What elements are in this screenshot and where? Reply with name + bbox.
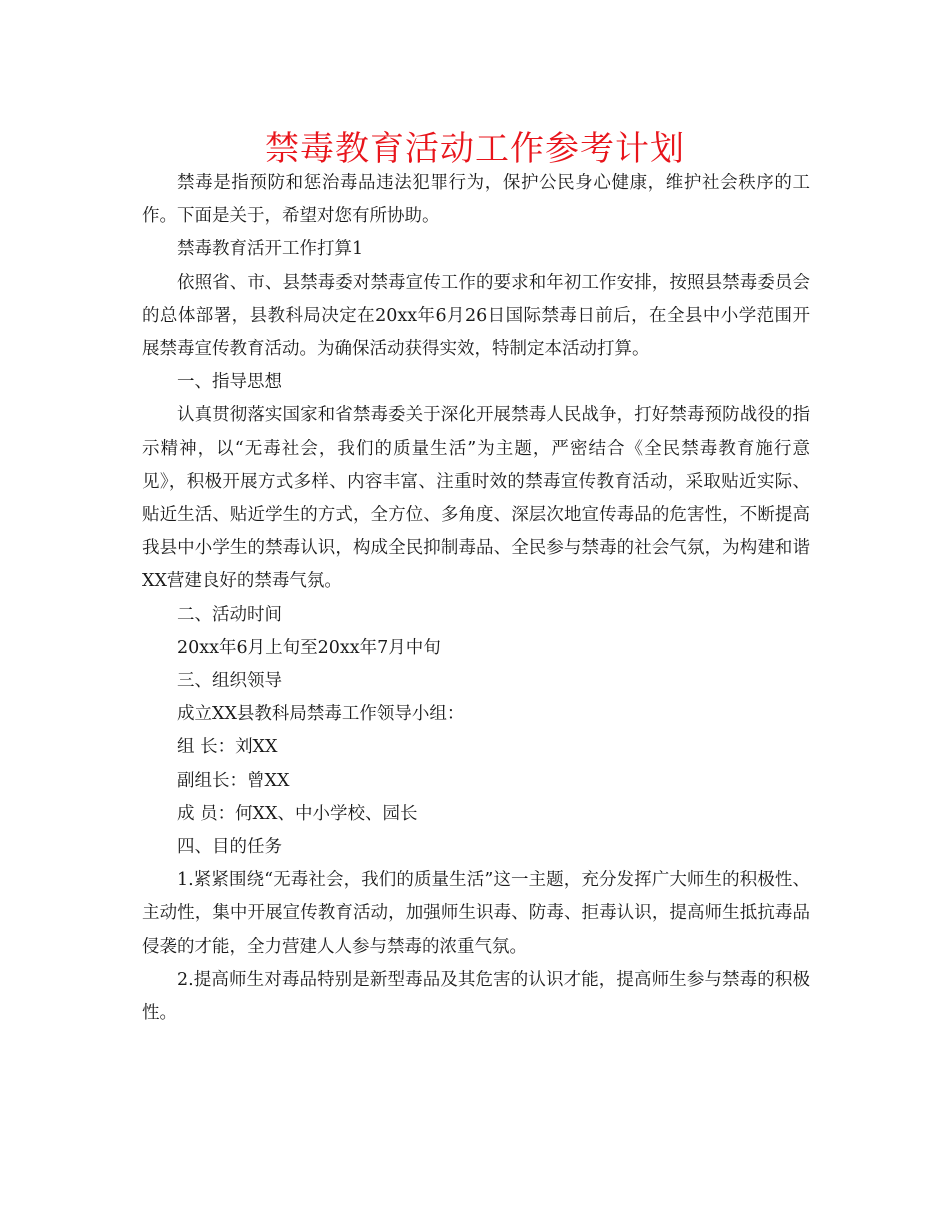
paragraph-objective-2: 2.提高师生对毒品特别是新型毒品及其危害的认识才能，提高师生参与禁毒的积极性。 xyxy=(142,969,810,1024)
document-body xyxy=(142,167,810,1030)
paragraph-deputy-leader: 副组长：曾XX xyxy=(177,770,290,791)
paragraph-objective-1: 1.紧紧围绕“无毒社会，我们的质量生活”这一主题，充分发挥广大师生的积极性、主动性，集中开展宣传教育活动，加强师生识毒、防毒、拒毒认识，提高师生抵抗毒品侵袭的才能，全力营建人人参与禁毒的浓重气氛。 xyxy=(142,870,810,957)
paragraph-background: 依照省、市、县禁毒委对禁毒宣传工作的要求和年初工作安排，按照县禁毒委员会的总体部署，县教科局决定在20xx年6月26日国际禁毒日前后，在全县中小学范围开展禁毒宣传教育活动。为确保活动获得实效，特制定本活动打算。 xyxy=(142,272,810,360)
section-heading-guiding-idea: 一、指导思想 xyxy=(177,372,282,393)
paragraph-intro: 禁毒是指预防和惩治毒品违法犯罪行为，保护公民身心健康，维护社会秩序的工作。下面是关于，希望对您有所协助。 xyxy=(142,173,810,227)
paragraph-guiding-idea: 认真贯彻落实国家和省禁毒委关于深化开展禁毒人民战争，打好禁毒预防战役的指示精神，以“无毒社会，我们的质量生活”为主题，严密结合《全民禁毒教育施行意见》，积极开展方式多样、内容丰富、注重时效的禁毒宣传教育活动，采取贴近实际、贴近生活、贴近学生的方式，全方位、多角度、深层次地宣传毒品的危害性，不断提高我县中小学生的禁毒认识，构成全民抑制毒品、全民参与禁毒的社会气氛，为构建和谐XX营建良好的禁毒气氛。 xyxy=(142,405,810,592)
section-heading-organization: 三、组织领导 xyxy=(177,671,282,692)
section-heading-activity-time: 二、活动时间 xyxy=(177,604,282,625)
paragraph-plan-heading: 禁毒教育活开工作打算1 xyxy=(177,239,364,260)
paragraph-group-leader: 组 长：刘XX xyxy=(177,737,278,758)
paragraph-members: 成 员：何XX、中小学校、园长 xyxy=(177,803,418,824)
section-heading-objectives: 四、目的任务 xyxy=(177,837,282,858)
paragraph-activity-time: 20xx年6月上旬至20xx年7月中旬 xyxy=(177,637,441,658)
document-title: 禁毒教育活动工作参考计划 xyxy=(265,129,685,169)
paragraph-leadership-group: 成立XX县教科局禁毒工作领导小组： xyxy=(177,704,465,725)
